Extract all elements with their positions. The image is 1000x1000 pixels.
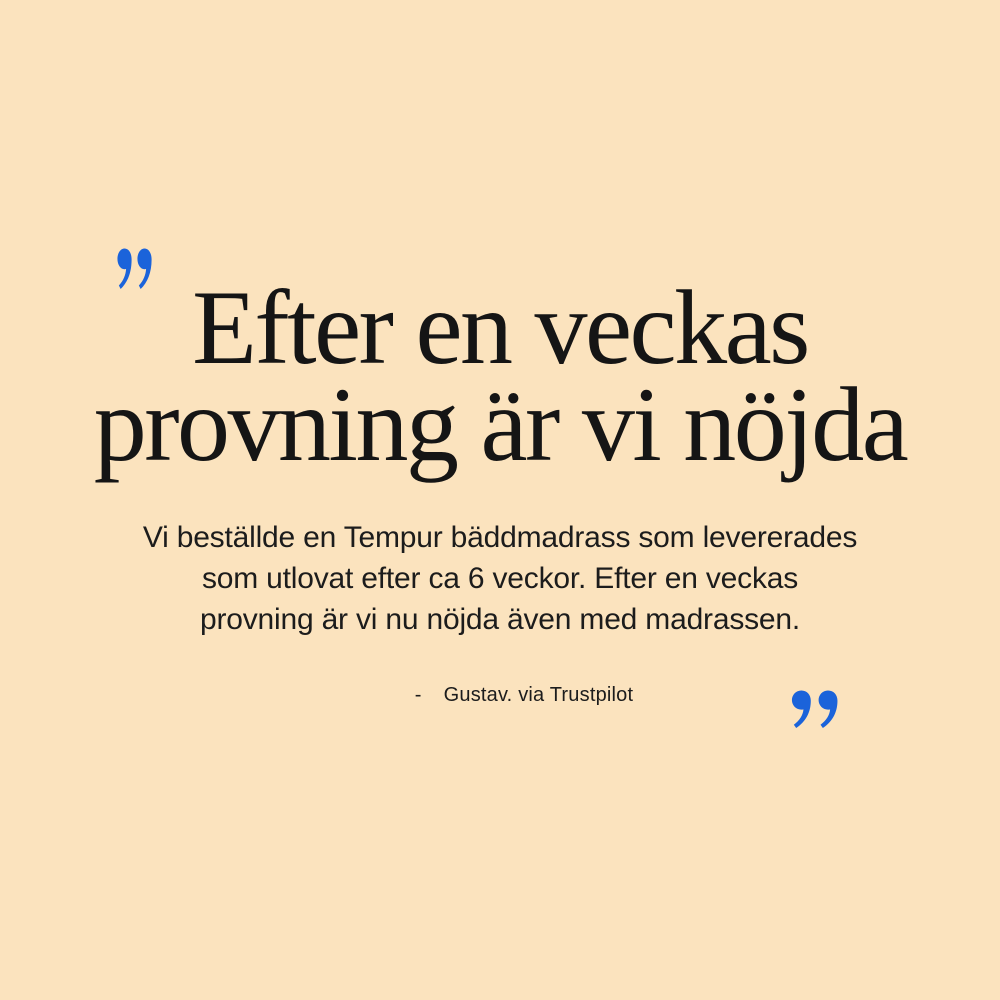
close-quote-comma-1 <box>792 690 811 728</box>
quote-attribution <box>24 683 1000 707</box>
close-quote-icon <box>790 690 838 728</box>
quote-headline-line-1: Efter en veckas <box>192 269 808 386</box>
quote-body <box>0 517 1000 640</box>
attribution-dash: - <box>414 684 422 706</box>
quote-headline-line-2: provning är vi nöjda <box>93 366 907 483</box>
quote-body-line-1: Vi beställde en Tempur bäddmadrass som levererades <box>142 521 858 554</box>
quote-body-line-2: som utlovat efter ca 6 veckor. Efter en veckas <box>201 562 799 595</box>
quote-body-line-3: provning är vi nu nöjda även med madrassen. <box>199 603 801 636</box>
quote-headline <box>0 269 1000 483</box>
attribution-source: Gustav. via Trustpilot <box>443 684 634 706</box>
close-quote-comma-2 <box>819 690 838 728</box>
